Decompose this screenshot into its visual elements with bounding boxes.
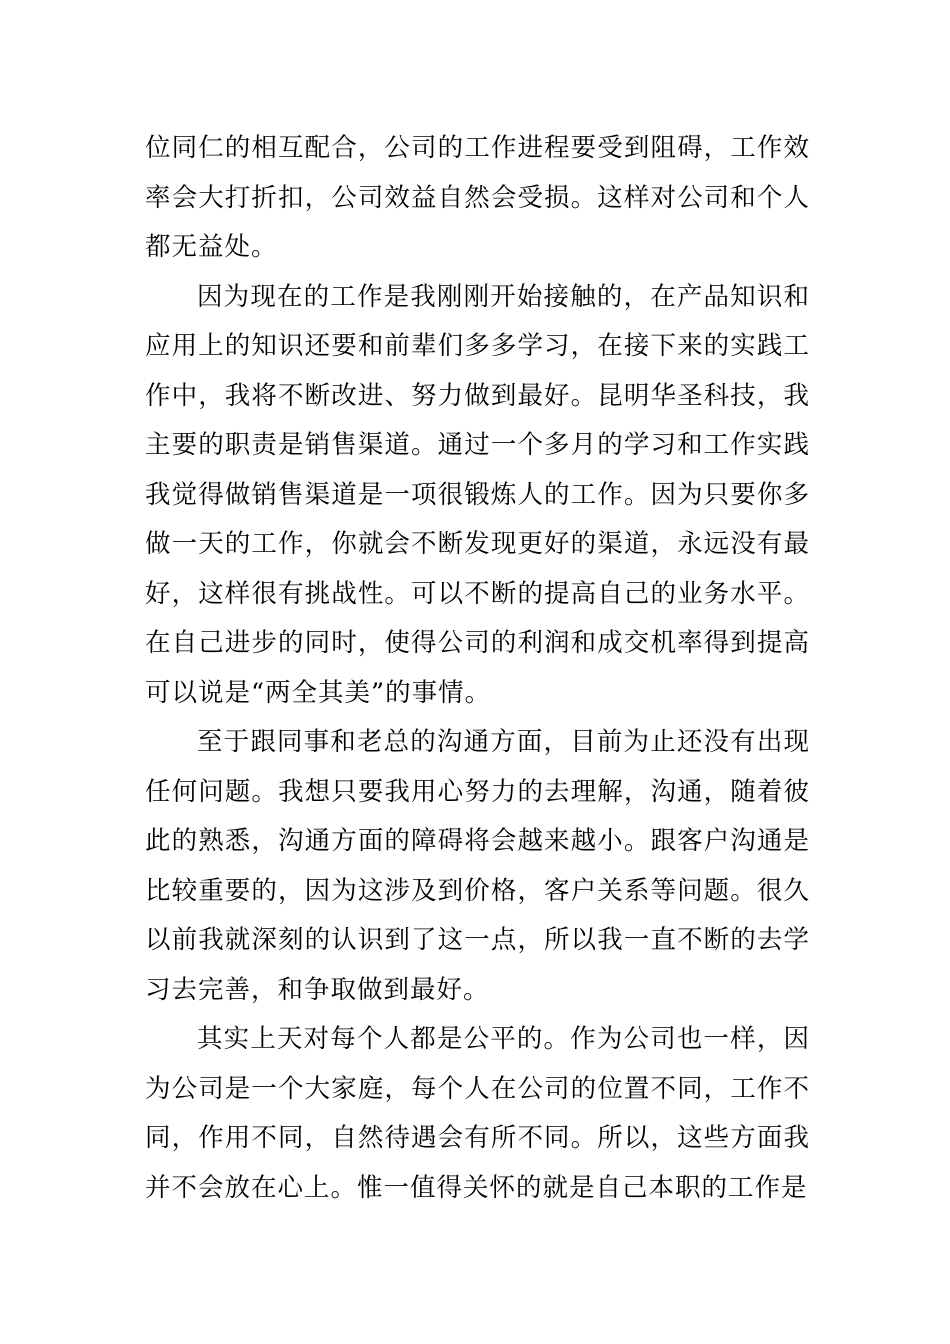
- paragraph-work-learning: 因为现在的工作是我刚刚开始接触的，在产品知识和应用上的知识还要和前辈们多多学习，在接下来的实践工作中，我将不断改进、努力做到最好。昆明华圣科技，我主要的职责是销售渠道。通过一个多月的学习和工作实践我觉得做销售渠道是一项很锻炼人的工作。因为只要你多做一天的工作，你就会不断发现更好的渠道，永远没有最好，这样很有挑战性。可以不断的提高自己的业务水平。在自己进步的同时，使得公司的利润和成交机率得到提高可以说是“两全其美”的事情。: [145, 281, 810, 708]
- document-body: [145, 124, 810, 1213]
- paragraph-communication: 至于跟同事和老总的沟通方面，目前为止还没有出现任何问题。我想只要我用心努力的去理解，沟通，随着彼此的熟悉，沟通方面的障碍将会越来越小。跟客户沟通是比较重要的，因为这涉及到价格，客户关系等问题。很久以前我就深刻的认识到了这一点，所以我一直不断的去学习去完善，和争取做到最好。: [145, 727, 810, 1005]
- paragraph-fairness: 其实上天对每个人都是公平的。作为公司也一样，因为公司是一个大家庭，每个人在公司的位置不同，工作不同，作用不同，自然待遇会有所不同。所以，这些方面我并不会放在心上。惟一值得关怀的就是自己本职的工作是: [145, 1024, 810, 1203]
- paragraph-continued: 位同仁的相互配合，公司的工作进程要受到阻碍，工作效率会大打折扣，公司效益自然会受损。这样对公司和个人都无益处。: [145, 133, 810, 262]
